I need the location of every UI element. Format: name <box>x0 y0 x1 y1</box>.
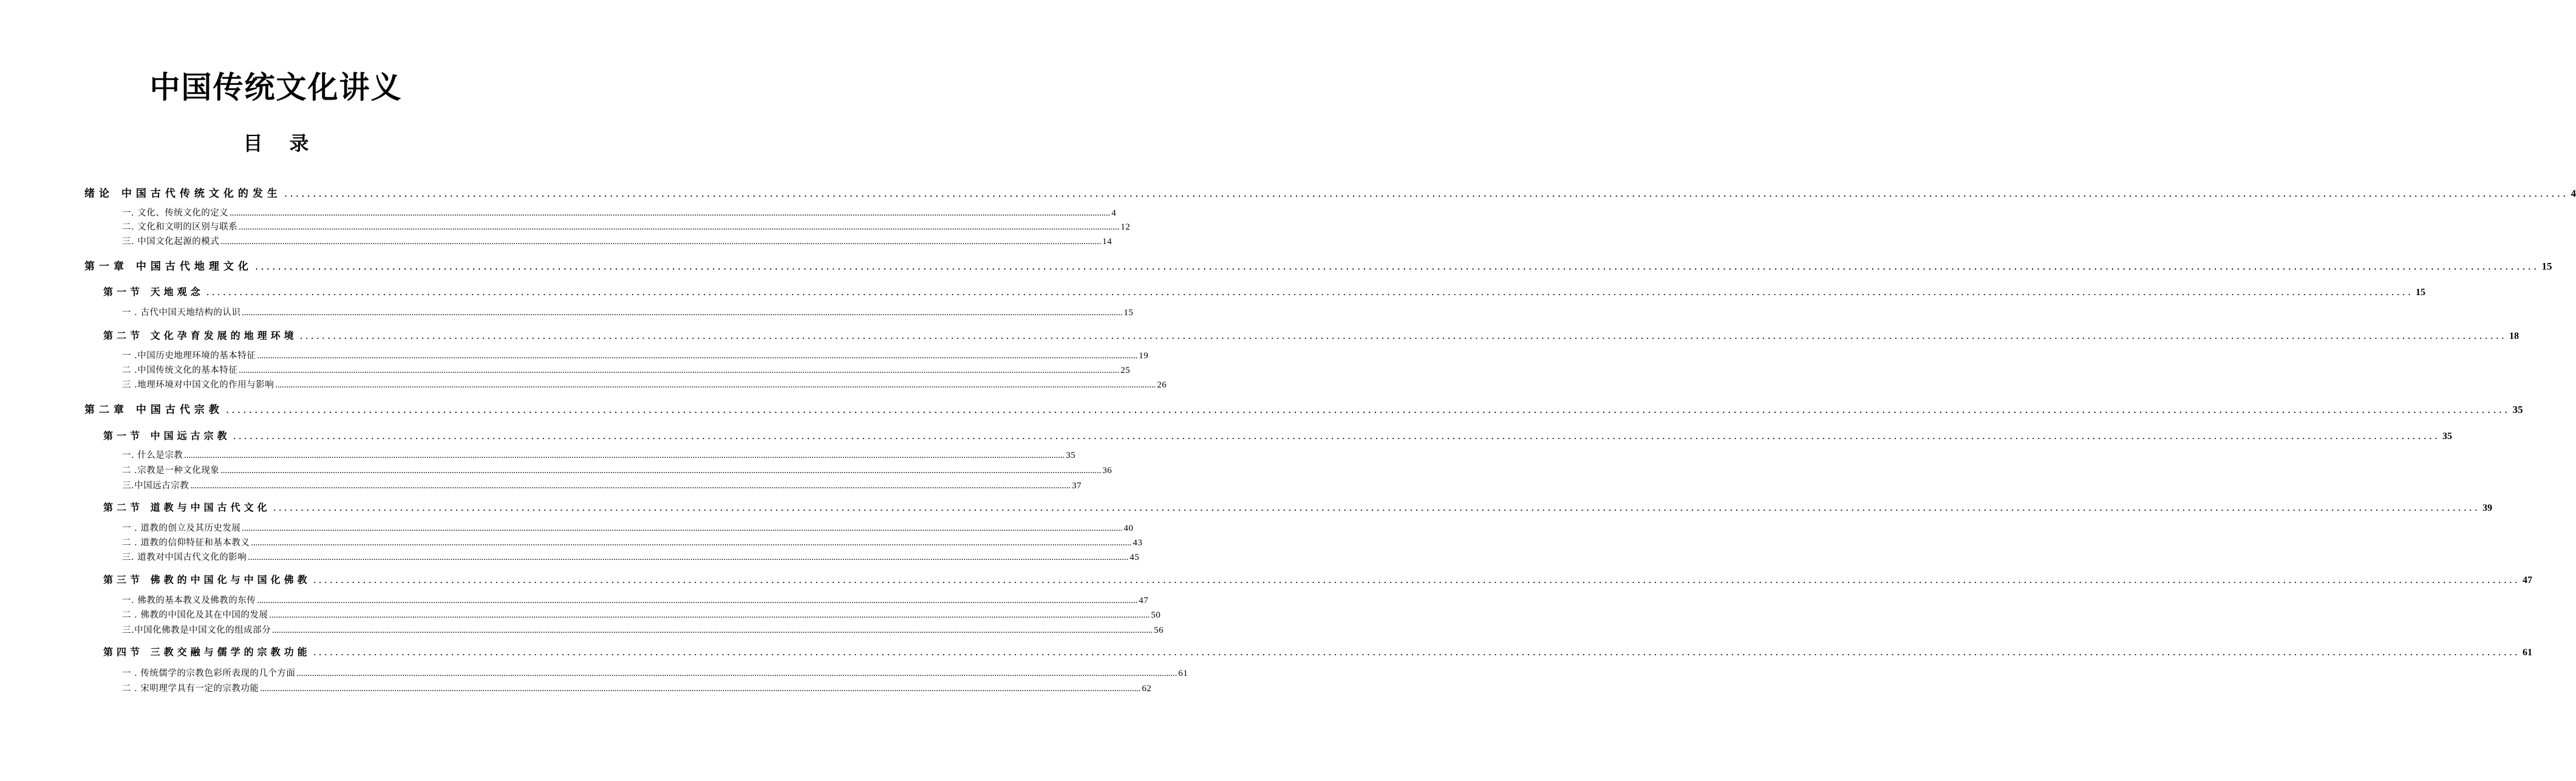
toc-entry-label: 二. 文化和文明的区别与联系 <box>122 222 238 232</box>
toc-entry-page-number: 36 <box>1102 466 1113 476</box>
toc-entry-section <box>103 284 2425 298</box>
toc-entry-label: 一 . 古代中国天地结构的认识 <box>122 308 241 318</box>
toc-heading-char-1: 目 <box>243 132 263 155</box>
toc-entry-page-number: 14 <box>1102 237 1113 247</box>
toc-entry-page-number: 43 <box>1133 538 1143 548</box>
toc-entry-label: 绪论 中国古代传统文化的发生 <box>84 188 282 200</box>
toc-entry-label: 一 . 道教的创立及其历史发展 <box>122 524 241 533</box>
toc-entry-label: 第三节 佛教的中国化与中国化佛教 <box>103 574 311 585</box>
toc-entry-label: 第四节 三教交融与儒学的宗教功能 <box>103 646 311 658</box>
toc-dot-leader: ................................................................................................................................................................................................................................................................................................................................................................................................................ <box>225 404 2510 416</box>
toc-entry-page-number: 15 <box>2541 261 2552 272</box>
toc-entry-label: 三.中国远古宗教 <box>122 481 189 491</box>
toc-entry-page-number: 12 <box>1120 222 1131 232</box>
toc-entry-label: 三. 中国文化起源的模式 <box>122 237 220 247</box>
toc-heading <box>0 130 552 157</box>
toc-entry-page-number: 39 <box>2482 503 2492 513</box>
toc-entry-label: 三. 道教对中国古代文化的影响 <box>122 553 247 562</box>
toc-entry-page-number: 35 <box>1066 451 1076 460</box>
toc-entry-section <box>103 500 2492 514</box>
toc-dot-leader: ................................................................................................................................................................................................................................................................................................................................................................................................................ <box>313 646 2520 658</box>
toc-dot-leader: ................................................................................................................................................................................................................................................................................................................................................................................................................ <box>275 380 1156 390</box>
toc-entry-label: 三 .地理环境对中国文化的作用与影响 <box>122 380 274 390</box>
toc-entry-page-number: 37 <box>1072 481 1082 491</box>
toc-entry-page-number: 4 <box>2571 188 2576 199</box>
toc-dot-leader: ................................................................................................................................................................................................................................................................................................................................................................................................................ <box>184 451 1065 460</box>
toc-entry-page-number: 56 <box>1154 626 1164 635</box>
toc-entry-page-number: 47 <box>2522 575 2532 585</box>
toc-entry-label: 一. 佛教的基本教义及佛教的东传 <box>122 596 256 605</box>
toc-dot-leader: ................................................................................................................................................................................................................................................................................................................................................................................................................ <box>206 286 2413 298</box>
toc-entry-page-number: 61 <box>1178 669 1188 678</box>
toc-entry-page-number: 35 <box>2442 431 2452 442</box>
toc-dot-leader: ................................................................................................................................................................................................................................................................................................................................................................................................................ <box>254 261 2540 273</box>
toc-entry-page-number: 40 <box>1123 524 1134 533</box>
toc-entry-page-number: 35 <box>2512 404 2523 415</box>
toc-entry-label: 二 .宗教是一种文化现象 <box>122 466 220 476</box>
toc-dot-leader: ................................................................................................................................................................................................................................................................................................................................................................................................................ <box>248 553 1129 562</box>
toc-entry-chapter <box>84 257 2552 273</box>
toc-entry-item <box>122 305 1134 318</box>
toc-heading-char-2: 录 <box>289 132 309 155</box>
toc-entry-section <box>103 644 2532 658</box>
toc-entry-page-number: 61 <box>2522 647 2532 658</box>
toc-entry-page-number: 15 <box>2415 287 2425 298</box>
toc-entry-item <box>122 521 1134 534</box>
toc-entry-page-number: 50 <box>1151 610 1161 620</box>
toc-dot-leader: ................................................................................................................................................................................................................................................................................................................................................................................................................ <box>273 502 2480 513</box>
toc-entry-label: 二 . 佛教的中国化及其在中国的发展 <box>122 610 268 620</box>
toc-entry-item <box>122 363 1131 376</box>
toc-entry-chapter <box>84 185 2576 200</box>
toc-dot-leader: ................................................................................................................................................................................................................................................................................................................................................................................................................ <box>190 481 1071 491</box>
toc-entry-label: 二 . 道教的信仰特征和基本教义 <box>122 538 250 548</box>
toc-dot-leader: ................................................................................................................................................................................................................................................................................................................................................................................................................ <box>272 626 1153 635</box>
toc-entry-page-number: 45 <box>1130 553 1140 562</box>
toc-dot-leader: ................................................................................................................................................................................................................................................................................................................................................................................................................ <box>239 366 1120 375</box>
toc-entry-item <box>122 681 1152 694</box>
toc-dot-leader: ................................................................................................................................................................................................................................................................................................................................................................................................................ <box>242 524 1123 533</box>
toc-entry-item <box>122 593 1149 606</box>
toc-entry-label: 一 .中国历史地理环境的基本特征 <box>122 351 256 361</box>
toc-dot-leader: ................................................................................................................................................................................................................................................................................................................................................................................................................ <box>313 574 2520 585</box>
toc-entry-item <box>122 349 1149 361</box>
toc-dot-leader: ................................................................................................................................................................................................................................................................................................................................................................................................................ <box>233 430 2440 442</box>
toc-entry-label: 三.中国化佛教是中国文化的组成部分 <box>122 626 271 635</box>
toc-entry-label: 第二节 文化孕育发展的地理环境 <box>103 330 298 341</box>
toc-entry-label: 第二章 中国古代宗教 <box>84 404 223 416</box>
toc-dot-leader: ................................................................................................................................................................................................................................................................................................................................................................................................................ <box>257 351 1138 361</box>
toc-entry-page-number: 62 <box>1142 684 1152 694</box>
toc-entry-page-number: 18 <box>2509 331 2519 341</box>
toc-dot-leader: ................................................................................................................................................................................................................................................................................................................................................................................................................ <box>230 208 1111 218</box>
toc-entry-page-number: 47 <box>1139 596 1149 605</box>
toc-entry-chapter <box>84 401 2523 416</box>
toc-entry-label: 二 . 宋明理学具有一定的宗教功能 <box>122 684 259 694</box>
toc-entry-section <box>103 572 2532 586</box>
toc-entry-label: 第一节 天地观念 <box>103 286 204 298</box>
toc-entry-item <box>122 378 1167 390</box>
toc-entry-item <box>122 206 1117 219</box>
toc-entry-item <box>122 550 1140 563</box>
toc-entry-label: 一. 文化、传统文化的定义 <box>122 208 229 218</box>
toc-entry-label: 第二节 道教与中国古代文化 <box>103 502 271 513</box>
toc-entry-page-number: 15 <box>1123 308 1134 318</box>
toc-entry-item <box>122 448 1076 461</box>
toc-entry-item <box>122 608 1161 621</box>
toc-entry-item <box>122 463 1113 476</box>
toc-entry-page-number: 26 <box>1157 380 1167 390</box>
toc-entry-section <box>103 328 2519 342</box>
toc-dot-leader: ................................................................................................................................................................................................................................................................................................................................................................................................................ <box>257 596 1138 605</box>
toc-dot-leader: ................................................................................................................................................................................................................................................................................................................................................................................................................ <box>299 330 2507 341</box>
toc-entry-item <box>122 220 1131 233</box>
toc-dot-leader: ................................................................................................................................................................................................................................................................................................................................................................................................................ <box>269 610 1150 620</box>
toc-entry-page-number: 4 <box>1111 208 1117 218</box>
toc-dot-leader: ................................................................................................................................................................................................................................................................................................................................................................................................................ <box>296 669 1177 678</box>
toc-dot-leader: ................................................................................................................................................................................................................................................................................................................................................................................................................ <box>220 466 1102 476</box>
toc-entry-page-number: 25 <box>1120 366 1131 375</box>
toc-entry-section <box>103 428 2452 442</box>
toc-entry-item <box>122 666 1188 679</box>
toc-dot-leader: ................................................................................................................................................................................................................................................................................................................................................................................................................ <box>220 237 1102 247</box>
toc-entry-label: 第一节 中国远古宗教 <box>103 430 231 442</box>
toc-entry-label: 第一章 中国古代地理文化 <box>84 261 253 273</box>
toc-entry-item <box>122 623 1164 636</box>
toc-dot-leader: ................................................................................................................................................................................................................................................................................................................................................................................................................ <box>242 308 1123 318</box>
toc-dot-leader: ................................................................................................................................................................................................................................................................................................................................................................................................................ <box>251 538 1132 548</box>
toc-entry-item <box>122 234 1113 247</box>
toc-entry-page-number: 19 <box>1139 351 1149 361</box>
toc-entry-item <box>122 479 1082 491</box>
toc-entry-label: 一 . 传统儒学的宗教色彩所表现的几个方面 <box>122 669 296 678</box>
toc-entry-item <box>122 536 1143 548</box>
toc-dot-leader: ................................................................................................................................................................................................................................................................................................................................................................................................................ <box>239 222 1120 232</box>
document-title: 中国传统文化讲义 <box>149 70 403 105</box>
toc-entry-label: 二 .中国传统文化的基本特征 <box>122 366 238 375</box>
toc-dot-leader: ................................................................................................................................................................................................................................................................................................................................................................................................................ <box>260 684 1141 694</box>
toc-entry-label: 一. 什么是宗教 <box>122 451 183 460</box>
toc-dot-leader: ................................................................................................................................................................................................................................................................................................................................................................................................................ <box>284 188 2569 200</box>
